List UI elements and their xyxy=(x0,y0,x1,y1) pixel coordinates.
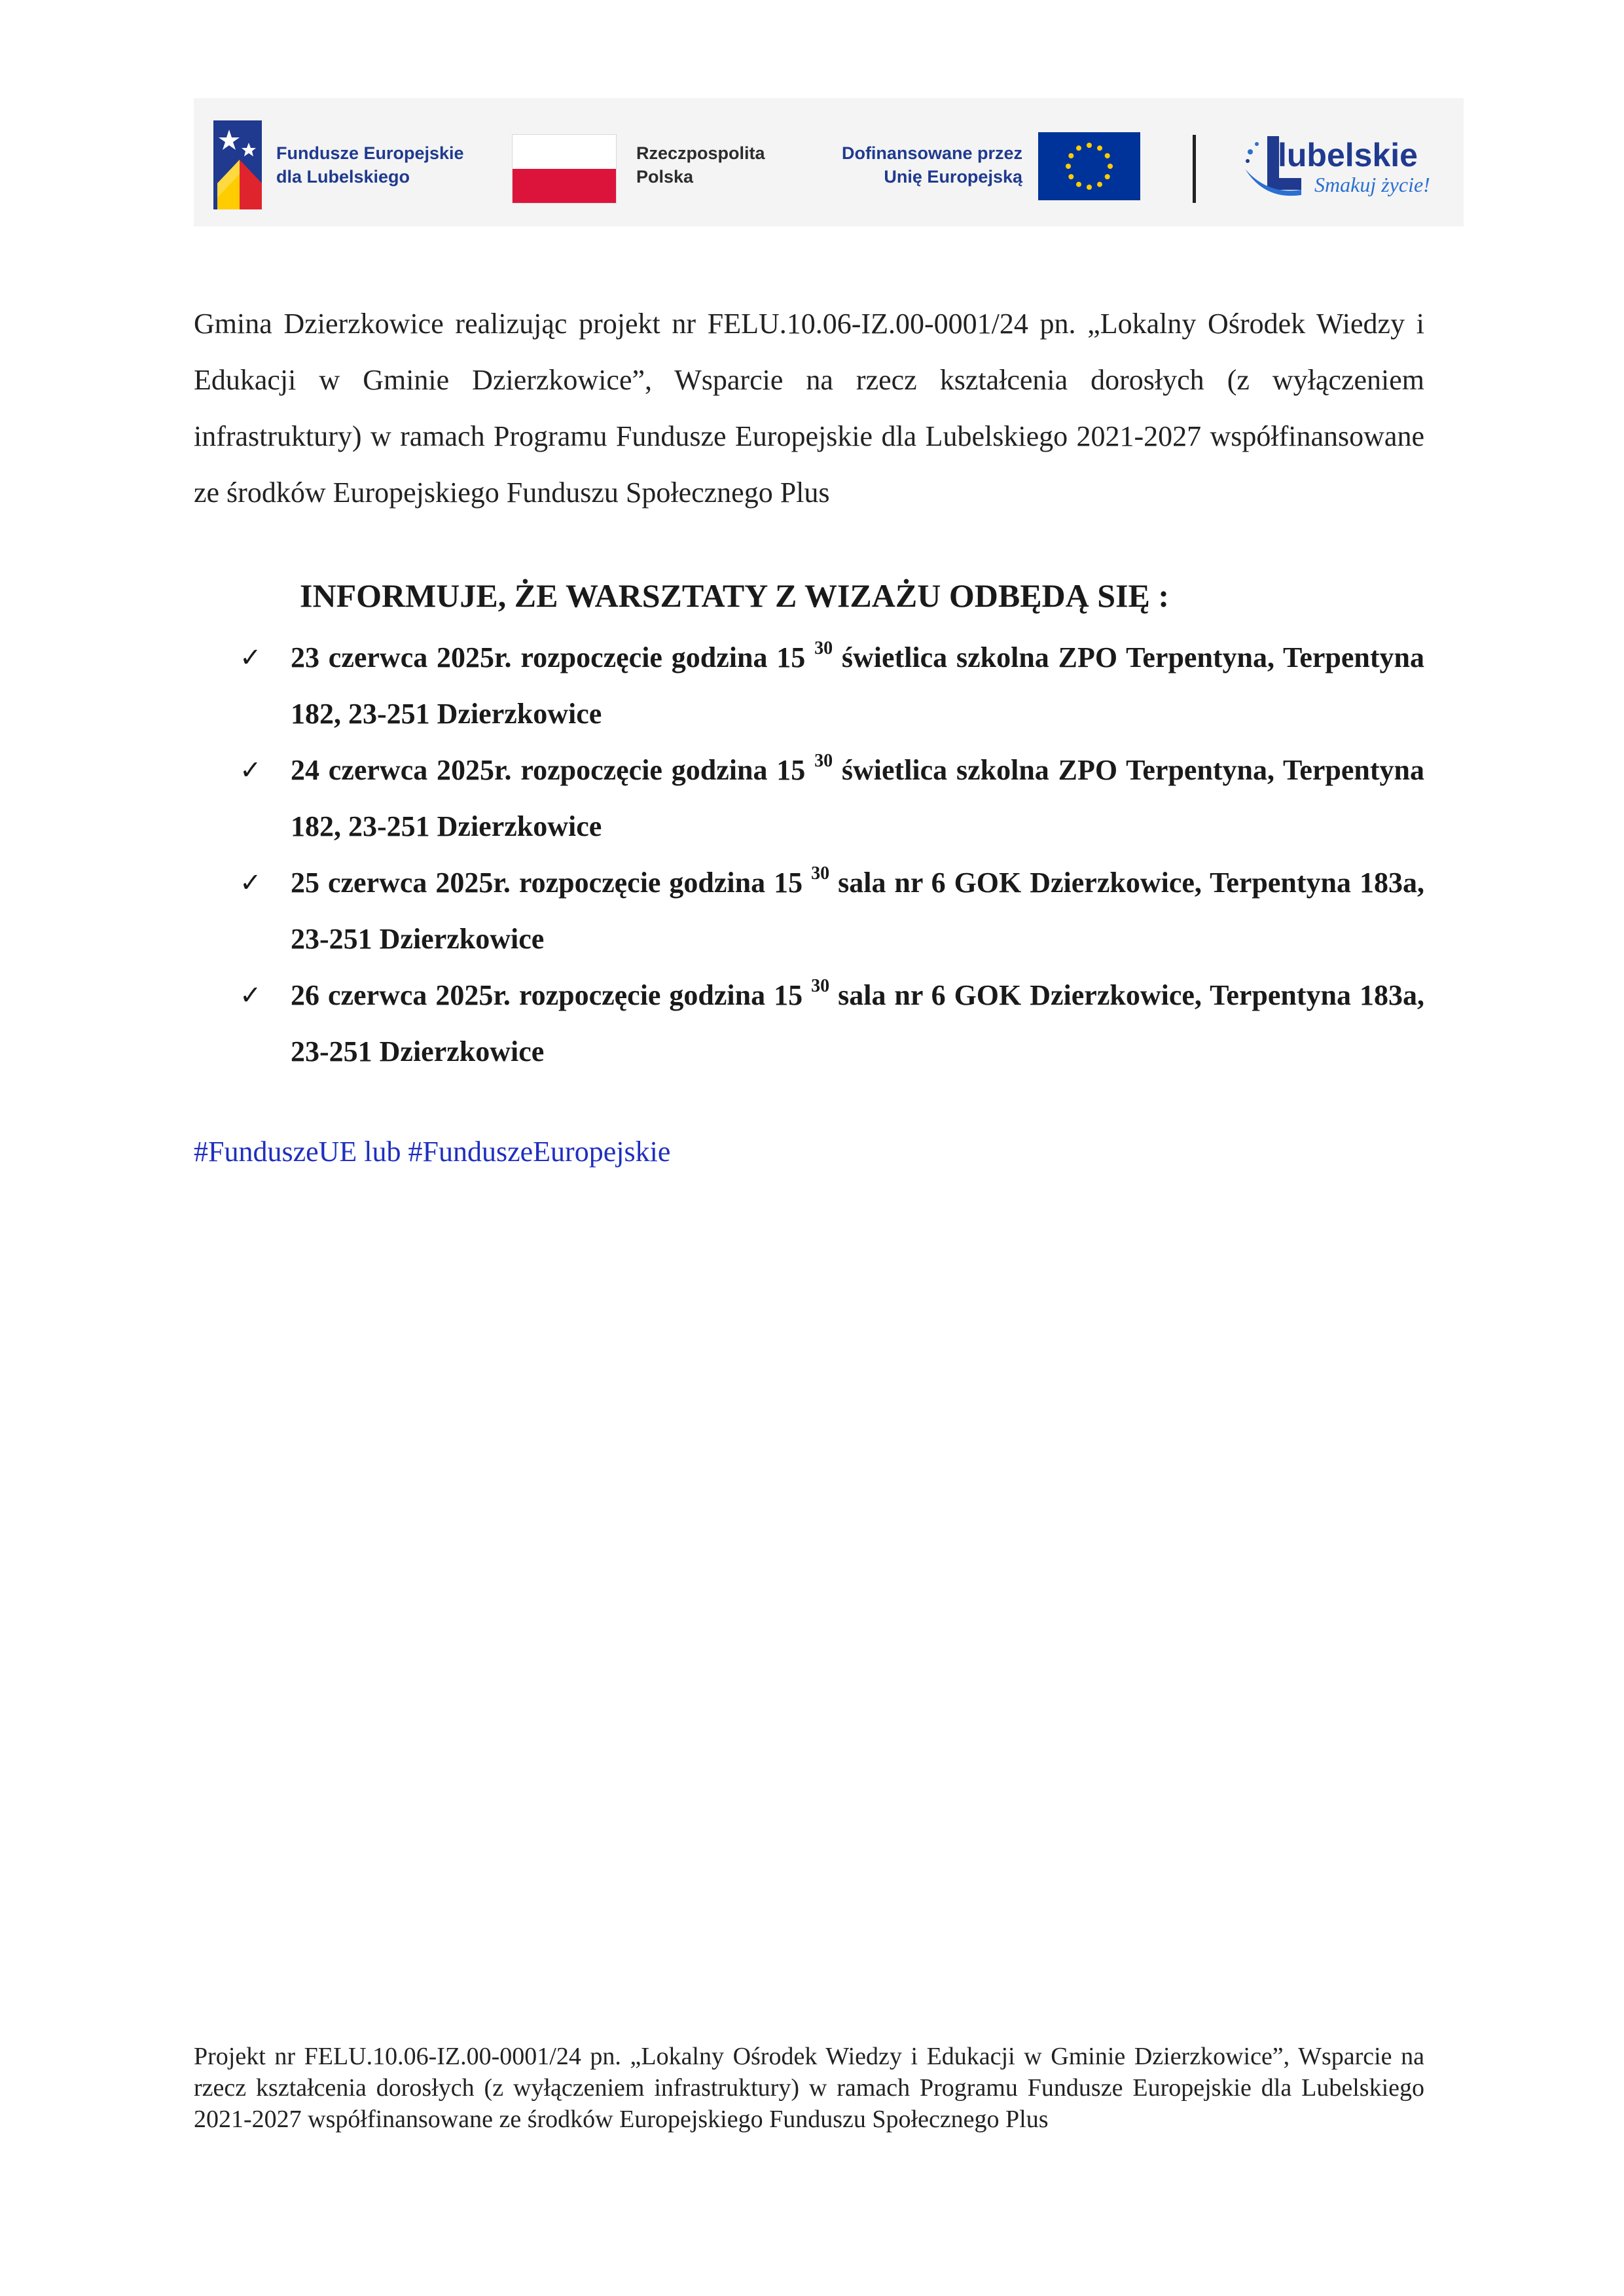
session-place: sala nr 6 GOK Dzierzkowice, Terpentyna 183a, 23-251 Dzierzkowice xyxy=(291,979,1425,1067)
session-item xyxy=(194,742,1424,855)
hashtags: #FunduszeUE lub #FunduszeEuropejskie xyxy=(194,1136,671,1168)
rzeczpospolita-label xyxy=(636,141,765,188)
eu-flag-icon xyxy=(1038,132,1140,200)
session-item xyxy=(194,967,1424,1080)
session-lead: 25 czerwca 2025r. rozpoczęcie godzina 15 xyxy=(291,867,803,899)
fundusze-europejskie-label xyxy=(276,141,464,188)
logo-strip xyxy=(194,98,1464,226)
eu-line2: Unię Europejską xyxy=(884,167,1022,187)
session-lead: 23 czerwca 2025r. rozpoczęcie godzina 15 xyxy=(291,641,806,673)
logo-divider xyxy=(1193,135,1196,203)
session-minutes: 30 xyxy=(811,976,830,996)
polish-flag-icon xyxy=(512,134,617,204)
check-icon: ✓ xyxy=(240,980,262,1011)
check-icon: ✓ xyxy=(240,755,262,785)
eu-cofinancing-label xyxy=(800,141,1022,188)
session-place: świetlica szkolna ZPO Terpentyna, Terpentyna 182, 23-251 Dzierzkowice xyxy=(291,641,1425,730)
footer-note: Projekt nr FELU.10.06-IZ.00-0001/24 pn. „Lokalny Ośrodek Wiedzy i Edukacji w Gminie Dzierzkowice”, Wsparcie na rzecz kształcenia dorosłych (z wyłączeniem infrastruktury) w ramach Programu Fundusze Europejskie dla Lubelskiego 2021-2027 współfinansowane ze środków Europejskiego Funduszu Społecznego Plus xyxy=(194,2043,1424,2133)
session-lead: 26 czerwca 2025r. rozpoczęcie godzina 15 xyxy=(291,979,803,1011)
check-icon: ✓ xyxy=(240,868,262,898)
session-minutes: 30 xyxy=(814,638,833,658)
session-item xyxy=(194,630,1424,742)
intro-paragraph: Gmina Dzierzkowice realizując projekt nr FELU.10.06-IZ.00-0001/24 pn. „Lokalny Ośrodek Wiedzy i Edukacji w Gminie Dzierzkowice”, Wsparcie na rzecz kształcenia dorosłych (z wyłączeniem infrastruktury) w ramach Programu Fundusze Europejskie dla Lubelskiego 2021-2027 współfinansowane ze środków Europejskiego Funduszu Społecznego Plus xyxy=(194,308,1424,509)
workshop-sessions-list xyxy=(194,630,1424,1080)
eu-line1: Dofinansowane przez xyxy=(841,143,1022,163)
lubelskie-wordmark: lubelskie xyxy=(1278,137,1418,173)
session-lead: 24 czerwca 2025r. rozpoczęcie godzina 15 xyxy=(291,754,806,786)
session-place: świetlica szkolna ZPO Terpentyna, Terpentyna 182, 23-251 Dzierzkowice xyxy=(291,754,1425,842)
session-minutes: 30 xyxy=(811,863,830,884)
fe-line1: Fundusze Europejskie xyxy=(276,143,464,163)
fundusze-europejskie-emblem-icon xyxy=(213,120,262,209)
session-place: sala nr 6 GOK Dzierzkowice, Terpentyna 183a, 23-251 Dzierzkowice xyxy=(291,867,1425,955)
session-minutes: 30 xyxy=(814,751,833,771)
pl-line1: Rzeczpospolita xyxy=(636,143,765,163)
pl-line2: Polska xyxy=(636,167,694,187)
check-icon: ✓ xyxy=(240,643,262,673)
announcement-heading: INFORMUJE, ŻE WARSZTATY Z WIZAŻU ODBĘDĄ SIĘ : xyxy=(300,577,1170,614)
lubelskie-tagline: Smakuj życie! xyxy=(1314,173,1430,196)
fe-line2: dla Lubelskiego xyxy=(276,167,410,187)
session-item xyxy=(194,855,1424,967)
